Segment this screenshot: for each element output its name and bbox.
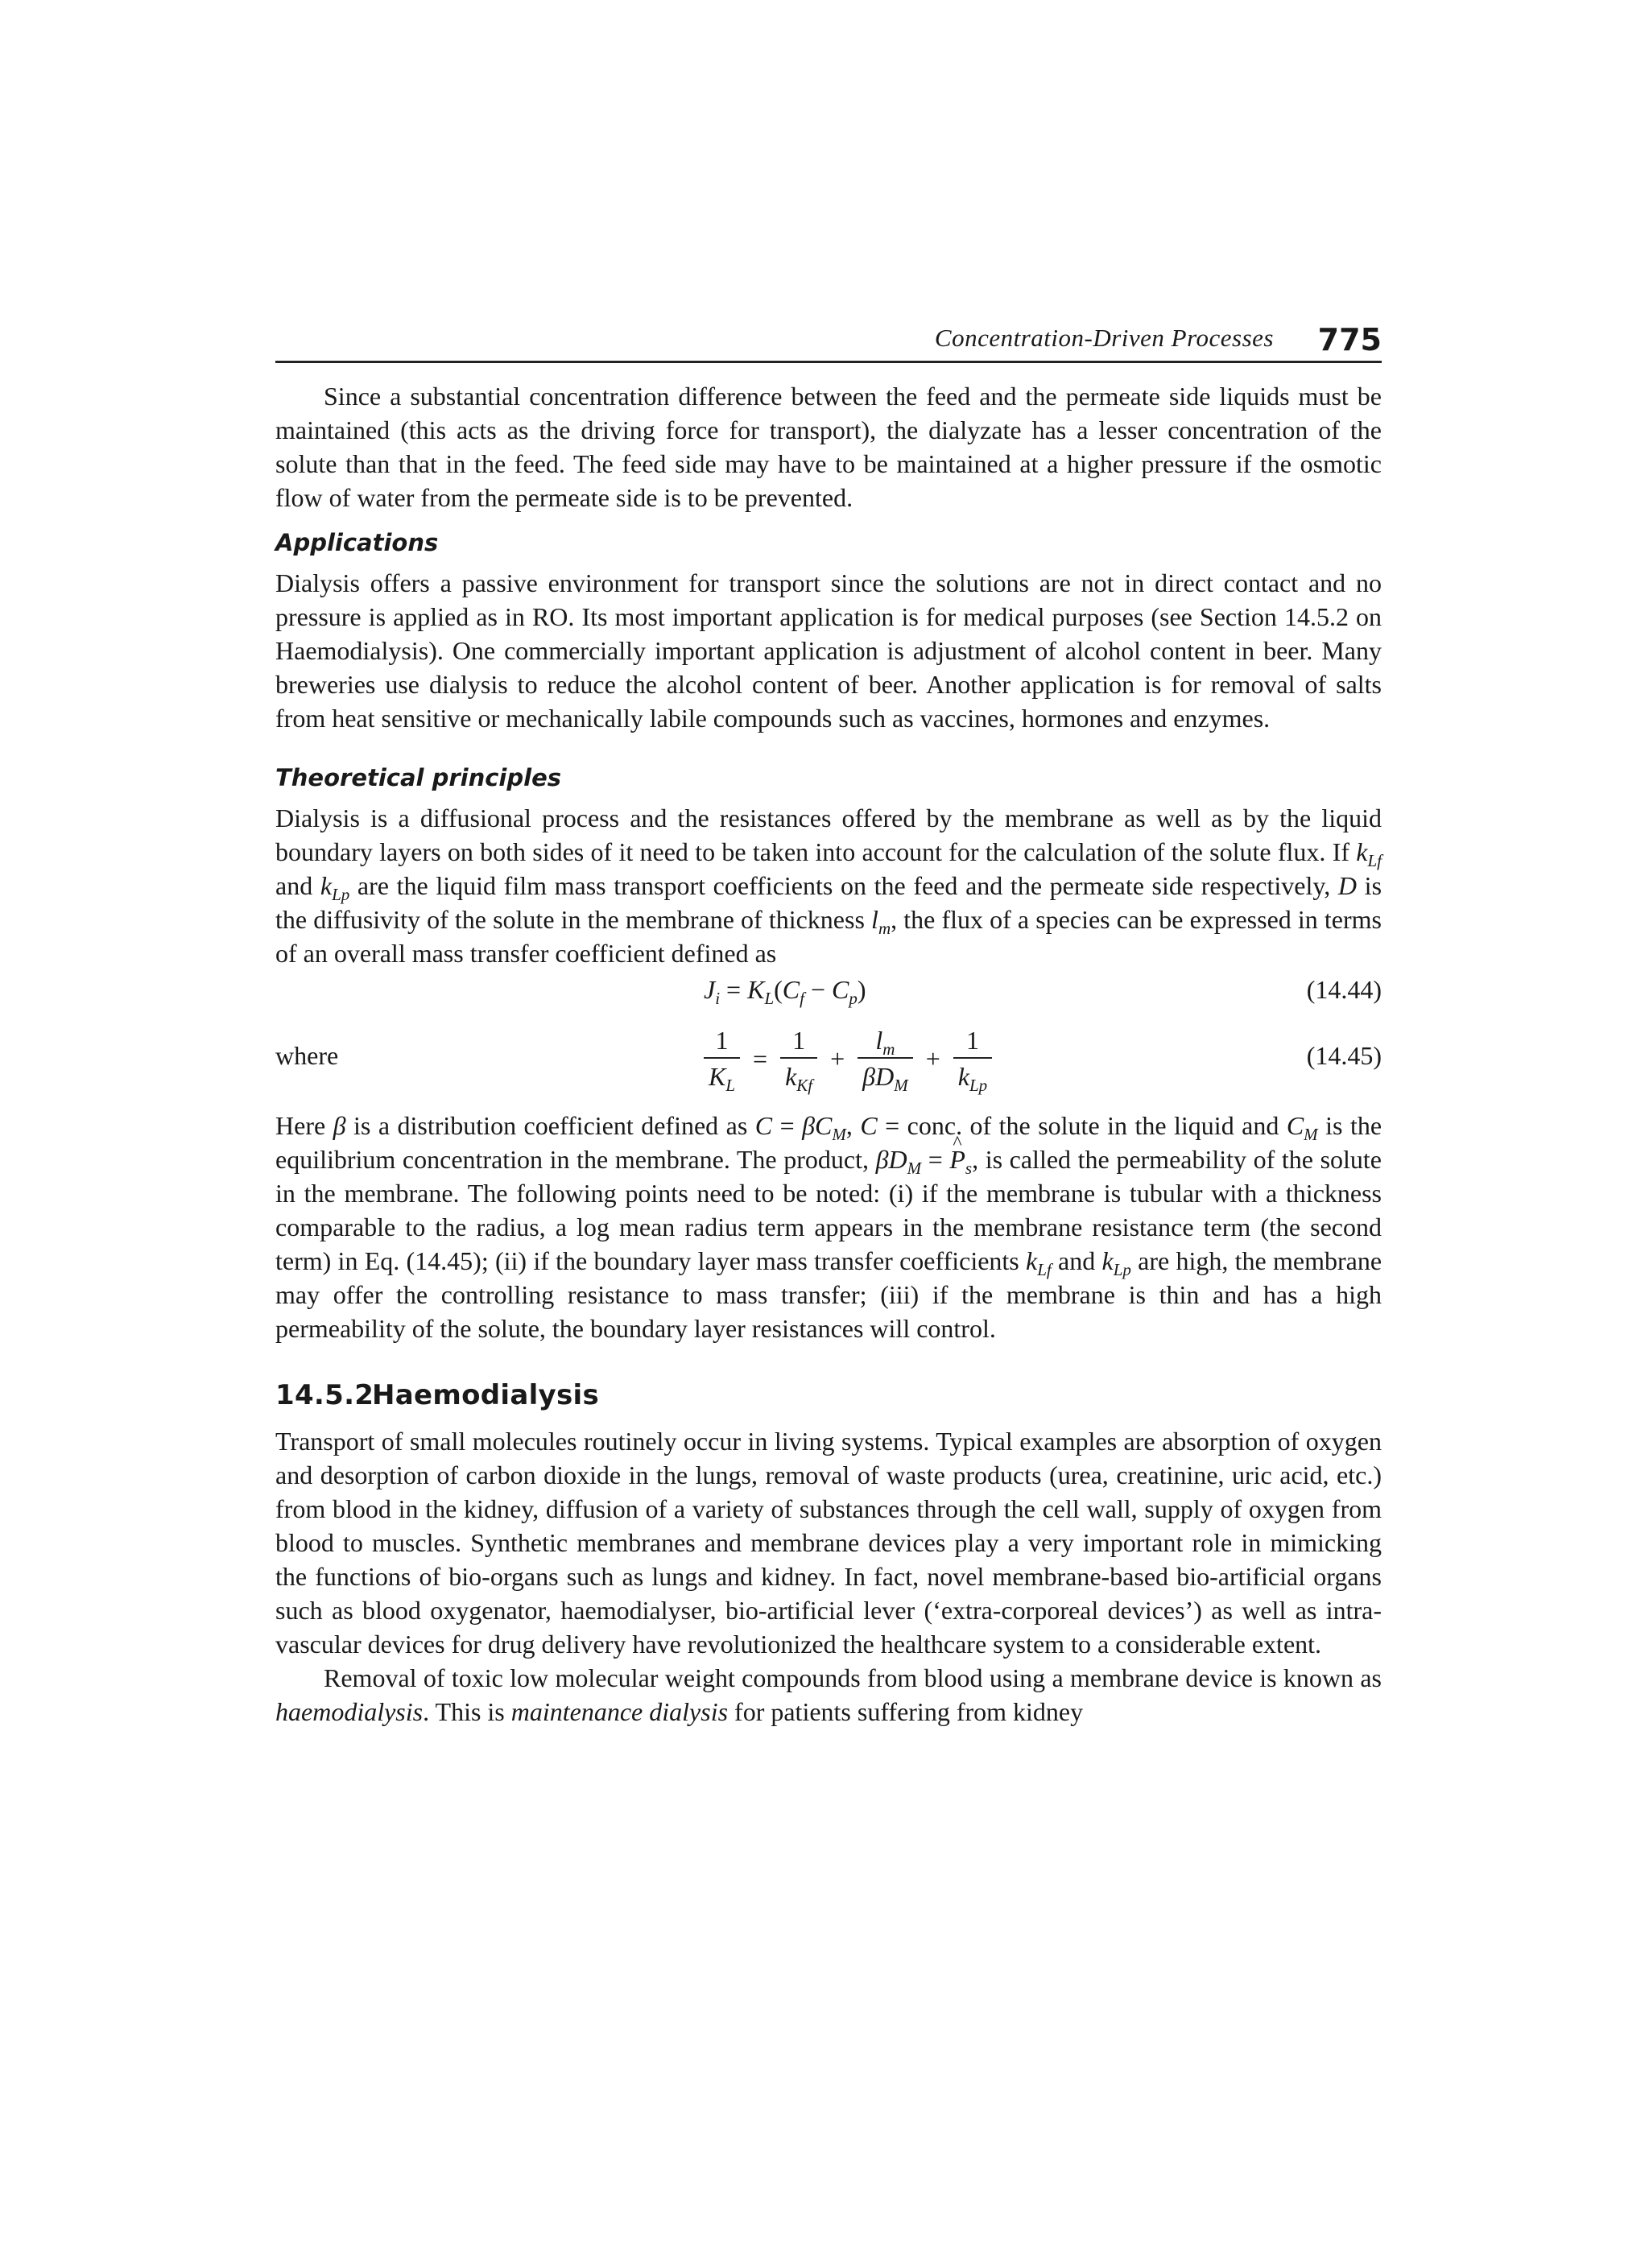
equation-14-45: [275, 1017, 1382, 1101]
where-label: where: [275, 1041, 339, 1070]
paragraph-haemodialysis-2: Removal of toxic low molecular weight compounds from blood using a membrane device is known as haemodialysis. This is maintenance dialysis for patients suffering from kidney: [275, 1663, 1382, 1726]
section-heading-haemodialysis: [275, 1379, 1382, 1411]
section-number: 14.5.2: [275, 1379, 374, 1411]
equation-number: (14.44): [1306, 975, 1382, 1004]
equation-resistance: $\frac{1}{K_L}$ = $\frac{1}{k_{Kf}}$ + $\frac{l_m}{\beta D_M}$ + $\frac{1}{k_{Lp}}$: [701, 1017, 995, 1101]
section-title: Haemodialysis: [372, 1379, 600, 1411]
paragraph-theory-2: Here β is a distribution coefficient defined as $C = \beta C_M$, C = conc. of the solute in the liquid and $C_M$ is the equilibrium concentration in the membrane. The product, $\beta D_M$ = ^ $P_s$, is called the permeability of the solute in the membrane. The following points need to be noted: (i) if the membrane is tubular with a thickness comparable to the radius, a log mean radius term appears in the membrane resistance term (the second term) in Eq. (14.45); (ii) if the boundary layer mass transfer coefficients $k_{Lf}$ and $k_{Lp}$ are high, the membrane may offer the controlling resistance to mass transfer; (iii) if the membrane is thin and has a high permeability of the solute, the boundary layer resistances will control.: [275, 1109, 1382, 1345]
running-header: [275, 316, 1382, 363]
page-number: 775: [1317, 322, 1382, 357]
heading-applications: Applications: [275, 529, 439, 556]
page: [275, 316, 1382, 1729]
equation-14-44: [275, 970, 1382, 1017]
paragraph-intro: Since a substantial concentration difference between the feed and the permeate side liquids must be maintained (this acts as the driving force for transport), the dialyzate has a lesser concentration of the solute than that in the feed. The feed side may have to be maintained at a higher pressure if the osmotic flow of water from the permeate side is to be prevented.: [275, 382, 1382, 512]
paragraph-haemodialysis-1: Transport of small molecules routinely occur in living systems. Typical examples are absorption of oxygen and desorption of carbon dioxide in the lungs, removal of waste products (urea, creatinine, uric acid, etc.) from blood in the kidney, diffusion of a variety of substances through the cell wall, supply of oxygen from blood to muscles. Synthetic membranes and membrane devices play a very important role in mimicking the functions of bio-organs such as lungs and kidney. In fact, novel membrane-based bio-artificial organs such as blood oxygenator, haemodialyser, bio-artificial lever (‘extra-corporeal devices’) as well as intra-vascular devices for drug delivery have revolutionized the healthcare system to a considerable extent.: [275, 1427, 1382, 1659]
heading-theoretical-principles: Theoretical principles: [275, 764, 561, 791]
paragraph-applications: Dialysis offers a passive environment for transport since the solutions are not in direct contact and no pressure is applied as in RO. Its most important application is for medical purposes (see Section 14.5.2 on Haemodialysis). One commercially important application is adjustment of alcohol content in beer. Many breweries use dialysis to reduce the alcohol content of beer. Another application is for removal of salts from heat sensitive or mechanically labile compounds such as vaccines, hormones and enzymes.: [275, 568, 1382, 733]
paragraph-theory-1: Dialysis is a diffusional process and the resistances offered by the membrane as well as by the liquid boundary layers on both sides of it need to be taken into account for the calculation of the solute flux. If $k_{Lf}$ and $k_{Lp}$ are the liquid film mass transport coefficients on the feed and the permeate side respectively, D is the diffusivity of the solute in the membrane of thickness $l_m$, the flux of a species can be expressed in terms of an overall mass transfer coefficient defined as: [275, 804, 1382, 968]
equation-flux: $J_i = K_L(C_f - C_p)$: [704, 975, 866, 1008]
equation-number: (14.45): [1306, 1041, 1382, 1070]
running-title: Concentration-Driven Processes: [934, 324, 1274, 352]
